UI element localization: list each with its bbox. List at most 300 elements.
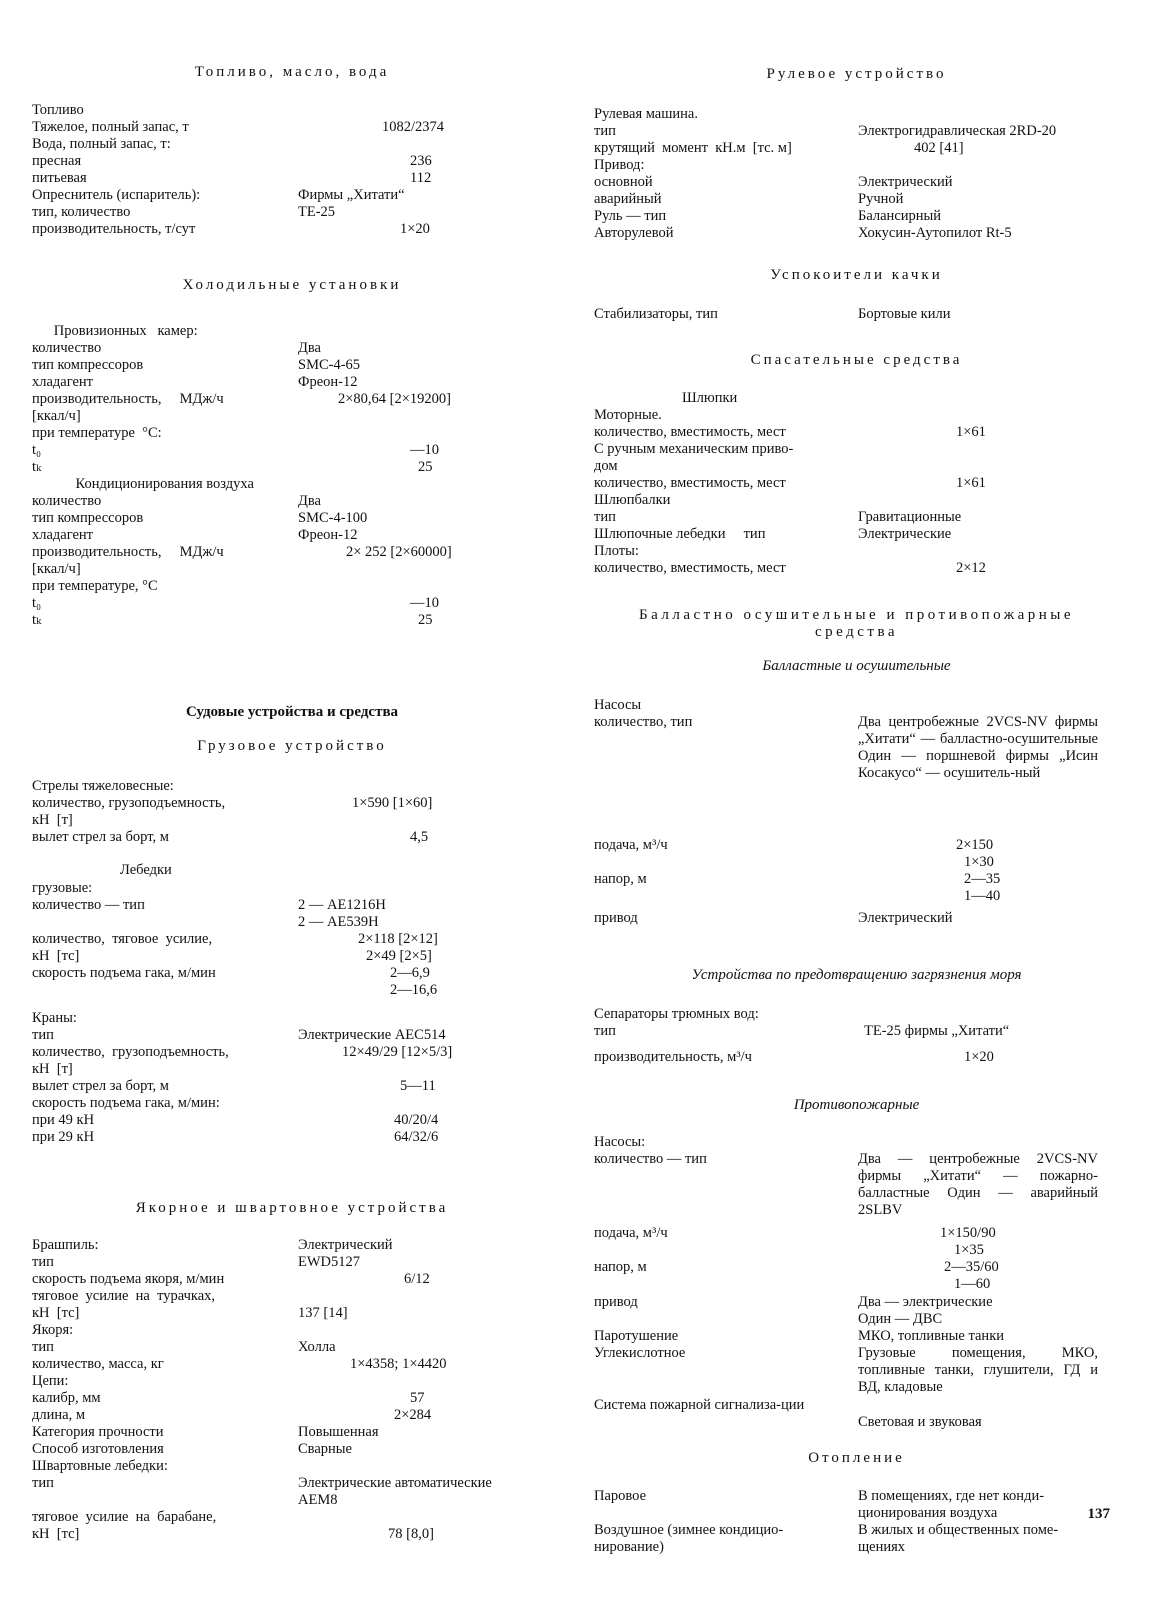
heating-air — [594, 1522, 1119, 1556]
table-row — [32, 612, 572, 629]
table-row — [32, 1424, 572, 1441]
table-row — [32, 1390, 572, 1407]
fuel-table — [32, 102, 572, 238]
row-label: Шлюпочные лебедки тип — [594, 526, 766, 542]
table-row — [32, 1509, 572, 1526]
row-label: Авторулевой — [594, 225, 674, 241]
table-row — [594, 123, 1119, 140]
pumps-label: Насосы — [594, 697, 642, 713]
row-label: хладагент — [32, 374, 94, 390]
section-title: Топливо, масло, вода — [194, 64, 390, 80]
fire-feed-value-2: 1×35 — [954, 1242, 984, 1258]
row-value: SMC-4-65 — [298, 357, 361, 373]
row-value: Бортовые кили — [858, 306, 951, 322]
fire-qty-value: Два — центробежные 2VCS-NV фирмы „Хитати“ — пожарно-балластные Один — аварийный 2SLBV — [858, 1151, 1098, 1218]
row-label: крутящий момент кН.м [тс. м] — [594, 140, 792, 156]
subsection-title: Балластные и осушительные — [762, 658, 951, 674]
subsection-title: Шлюпки — [682, 390, 738, 406]
row-label: [ккал/ч] — [32, 561, 81, 577]
table-row — [32, 170, 572, 187]
table-row — [32, 1095, 572, 1112]
row-label: количество — тип — [32, 897, 145, 913]
row-label: аварийный — [594, 191, 662, 207]
table-row — [32, 578, 572, 595]
row-label: t₀ — [32, 442, 42, 458]
table-row — [32, 1475, 572, 1492]
head-value-1: 2—35 — [964, 871, 1001, 887]
row-value: Хокусин-Аутопилот Rt-5 — [858, 225, 1012, 241]
section-title: Грузовое устройство — [197, 738, 387, 754]
table-row — [32, 425, 572, 442]
separators-perf — [594, 1049, 1119, 1066]
row-label: калибр, мм — [32, 1390, 101, 1406]
row-label: тип компрессоров — [32, 357, 144, 373]
fire-drive-label: привод — [594, 1294, 638, 1310]
table-row — [32, 102, 572, 119]
row-label: при 49 кН — [32, 1112, 95, 1128]
section-title: Рулевое устройство — [766, 66, 947, 82]
section-title: Успокоители качки — [770, 267, 943, 283]
winches-title — [32, 862, 572, 879]
heating-air-value: В жилых и общественных поме-щениях — [858, 1522, 1059, 1555]
row-label: Цепи: — [32, 1373, 69, 1389]
drive-label: привод — [594, 910, 638, 926]
row-label: Швартовные лебедки: — [32, 1458, 168, 1474]
table-row — [32, 948, 572, 965]
row-value: Балансирный — [858, 208, 942, 224]
row-label: С ручным механическим приво- — [594, 441, 794, 457]
sep-type-label: тип — [594, 1023, 616, 1039]
feed-value-1: 2×150 — [956, 837, 994, 853]
row-value: АЕМ8 — [298, 1492, 338, 1508]
subsection-pollution — [594, 967, 1119, 984]
section-heating — [594, 1450, 1119, 1467]
row-label: вылет стрел за борт, м — [32, 829, 169, 845]
table-row — [594, 208, 1119, 225]
heating-steam-label: Паровое — [594, 1488, 647, 1504]
row-label: tₖ — [32, 612, 42, 628]
fire-pumps-label: Насосы: — [594, 1134, 646, 1150]
row-value: 112 — [410, 170, 432, 186]
table-row — [32, 1237, 572, 1254]
fire-qty-label: количество — тип — [594, 1151, 707, 1167]
section-anchor — [32, 1200, 572, 1217]
fridge-table — [32, 323, 572, 629]
row-value: ТЕ-25 — [298, 204, 336, 220]
sep-type-value: ТЕ-25 фирмы „Хитати“ — [864, 1023, 1010, 1039]
table-row — [32, 1061, 572, 1078]
row-label: производительность, МДж/ч — [32, 391, 224, 407]
row-value: EWD5127 — [298, 1254, 361, 1270]
section-title: Холодильные установки — [182, 277, 402, 293]
row-label: количество, вместимость, мест — [594, 560, 786, 576]
table-row — [32, 982, 572, 999]
heating-steam-value: В помещениях, где нет конди-ционирования воздуха — [858, 1488, 1045, 1521]
row-label: тип — [594, 509, 616, 525]
row-label: тип компрессоров — [32, 510, 144, 526]
row-label: tₖ — [32, 459, 42, 475]
table-row — [594, 441, 1119, 458]
row-value: 2—16,6 — [390, 982, 438, 998]
row-label: кН [тс] — [32, 1305, 80, 1321]
cargo-table-b — [32, 880, 572, 999]
table-row — [32, 510, 572, 527]
table-row — [32, 493, 572, 510]
row-value: 6/12 — [404, 1271, 430, 1287]
section-title: Отопление — [808, 1450, 905, 1466]
row-value: —10 — [410, 595, 439, 611]
row-value: Фреон-12 — [298, 374, 358, 390]
table-row — [32, 391, 572, 408]
row-value: Повышенная — [298, 1424, 379, 1440]
table-row — [594, 475, 1119, 492]
row-label: тяговое усилие на турачках, — [32, 1288, 216, 1304]
table-row — [32, 897, 572, 914]
table-row — [32, 1078, 572, 1095]
row-label: грузовые: — [32, 880, 93, 896]
row-value: 2×49 [2×5] — [366, 948, 432, 964]
fire-head-label: напор, м — [594, 1259, 647, 1275]
row-label: кН [т] — [32, 812, 73, 828]
section-fuel — [32, 64, 572, 81]
table-row — [32, 812, 572, 829]
row-value: 137 [14] — [298, 1305, 348, 1321]
table-row — [32, 914, 572, 931]
fire-drive-value-2: Один — ДВС — [858, 1311, 943, 1327]
section-devices — [32, 704, 572, 721]
table-row — [32, 1027, 572, 1044]
fire-drive-value-1: Два — электрические — [858, 1294, 993, 1310]
row-label: пресная — [32, 153, 82, 169]
table-row — [32, 1322, 572, 1339]
section-ballast — [594, 607, 1119, 641]
row-label: кН [т] — [32, 1061, 73, 1077]
row-value: 12×49/29 [12×5/3] — [342, 1044, 453, 1060]
fire-head-value-1: 2—35/60 — [944, 1259, 999, 1275]
ballast-pumps — [594, 697, 1119, 781]
ballast-drive — [594, 910, 1119, 927]
fire-feed — [594, 1225, 1119, 1293]
row-value: 25 — [418, 459, 433, 475]
table-row — [594, 543, 1119, 560]
subsection-title: Устройства по предотвращению загрязнения моря — [691, 967, 1022, 983]
table-row — [32, 1407, 572, 1424]
table-row — [32, 595, 572, 612]
table-row — [32, 1288, 572, 1305]
row-value: 1082/2374 — [382, 119, 445, 135]
row-value: —10 — [410, 442, 439, 458]
fire-feed-value-1: 1×150/90 — [940, 1225, 996, 1241]
section-title: Якорное и швартовное устройства — [135, 1200, 449, 1216]
row-value: 4,5 — [410, 829, 429, 845]
row-label: при температуре °С: — [32, 425, 162, 441]
subsection-title: Лебедки — [120, 862, 172, 878]
section-fridge — [32, 277, 572, 294]
rescue-table — [594, 407, 1119, 577]
fire-head-value-2: 1—60 — [954, 1276, 991, 1292]
row-value: 1×61 — [956, 424, 986, 440]
cargo-table-c — [32, 1010, 572, 1146]
row-label: количество, вместимость, мест — [594, 475, 786, 491]
row-label: кН [тс] — [32, 948, 80, 964]
table-row — [594, 106, 1119, 123]
feed-value-2: 1×30 — [964, 854, 994, 870]
row-label: основной — [594, 174, 653, 190]
row-label: Руль — тип — [594, 208, 667, 224]
separators-label: Сепараторы трюмных вод: — [594, 1006, 759, 1022]
table-row — [594, 407, 1119, 424]
row-label: количество — [32, 340, 102, 356]
table-row — [32, 1492, 572, 1509]
row-value: 2×284 — [394, 1407, 432, 1423]
steering-table — [594, 106, 1119, 242]
row-value: 1×4358; 1×4420 — [350, 1356, 447, 1372]
table-row — [32, 1356, 572, 1373]
row-label: кН [тс] — [32, 1526, 80, 1542]
row-label: тип — [32, 1339, 54, 1355]
row-label: тип — [594, 123, 616, 139]
row-label: при 29 кН — [32, 1129, 95, 1145]
row-label: тип — [32, 1027, 54, 1043]
subsection-ballast — [594, 658, 1119, 675]
row-label: дом — [594, 458, 618, 474]
fire-drive — [594, 1294, 1119, 1395]
row-value: 57 — [410, 1390, 425, 1406]
table-row — [32, 1526, 572, 1543]
steam-ext-label: Паротушение — [594, 1328, 679, 1344]
qty-type-label: количество, тип — [594, 714, 693, 730]
table-row — [32, 561, 572, 578]
section-steering — [594, 66, 1119, 83]
table-row — [594, 560, 1119, 577]
table-row — [32, 931, 572, 948]
row-label: тип, количество — [32, 204, 131, 220]
fire-pumps — [594, 1134, 1119, 1218]
fire-alarm — [594, 1397, 1119, 1430]
section-stabil — [594, 267, 1119, 284]
table-row — [594, 174, 1119, 191]
row-label: Категория прочности — [32, 1424, 164, 1440]
row-label: количество, грузоподъемность, — [32, 795, 226, 811]
row-value: 64/32/6 — [394, 1129, 439, 1145]
row-label: скорость подъема гака, м/мин: — [32, 1095, 220, 1111]
row-value: 2× 252 [2×60000] — [346, 544, 452, 560]
row-label: при температуре, °С — [32, 578, 158, 594]
row-label: количество, масса, кг — [32, 1356, 164, 1372]
table-row — [594, 140, 1119, 157]
table-row — [32, 340, 572, 357]
table-row — [32, 880, 572, 897]
row-label: Рулевая машина. — [594, 106, 698, 122]
section-rescue — [594, 352, 1119, 369]
row-value: 402 [41] — [914, 140, 964, 156]
row-label: хладагент — [32, 527, 94, 543]
row-label: вылет стрел за борт, м — [32, 1078, 169, 1094]
table-row — [32, 1112, 572, 1129]
row-value: 2—6,9 — [390, 965, 430, 981]
subsection-title: Противопожарные — [793, 1097, 920, 1113]
table-row — [32, 1010, 572, 1027]
row-label: Якоря: — [32, 1322, 74, 1338]
boats-title — [594, 390, 1119, 407]
subsection-fire — [594, 1097, 1119, 1114]
row-label: Топливо — [32, 102, 84, 118]
table-row — [32, 1441, 572, 1458]
row-label: количество, вместимость, мест — [594, 424, 786, 440]
table-row — [594, 157, 1119, 174]
row-value: 2 — АЕ539Н — [298, 914, 379, 930]
row-value: Ручной — [858, 191, 904, 207]
row-label: Краны: — [32, 1010, 77, 1026]
section-title: Судовые устройства и средства — [185, 704, 399, 720]
separators — [594, 1006, 1119, 1040]
row-value: Фреон-12 — [298, 527, 358, 543]
section-cargo — [32, 738, 572, 755]
row-value: Электрогидравлическая 2RD-20 — [858, 123, 1057, 139]
row-value: 1×590 [1×60] — [352, 795, 433, 811]
table-row — [32, 119, 572, 136]
row-label: тип — [32, 1254, 54, 1270]
section-title: Спасательные средства — [750, 352, 963, 368]
row-value: Электрические АЕС514 — [298, 1027, 446, 1043]
row-value: 40/20/4 — [394, 1112, 439, 1128]
row-label: Стабилизаторы, тип — [594, 306, 718, 322]
table-row — [594, 526, 1119, 543]
row-value: 2 — АЕ1216Н — [298, 897, 386, 913]
row-value: Два — [298, 493, 321, 509]
table-row — [32, 795, 572, 812]
row-label: Вода, полный запас, т: — [32, 136, 171, 152]
row-label: t₀ — [32, 595, 42, 611]
table-row — [32, 323, 572, 340]
table-row — [594, 492, 1119, 509]
row-value: SMC-4-100 — [298, 510, 368, 526]
table-row — [32, 544, 572, 561]
row-label: Тяжелое, полный запас, т — [32, 119, 189, 135]
alarm-value: Световая и звуковая — [858, 1414, 982, 1430]
row-value: Гравитационные — [858, 509, 962, 525]
row-value: Электрический — [858, 174, 953, 190]
heating-air-label: Воздушное (зимнее кондицио-нирование) — [594, 1522, 784, 1555]
row-label: [ккал/ч] — [32, 408, 81, 424]
table-row — [594, 191, 1119, 208]
section-title: Балластно осушительные и противопожарные средства — [638, 607, 1075, 640]
cargo-table-a — [32, 778, 572, 846]
table-row — [594, 509, 1119, 526]
row-value: 5—11 — [400, 1078, 436, 1094]
row-label: количество — [32, 493, 102, 509]
table-row — [32, 1254, 572, 1271]
row-label: Привод: — [594, 157, 645, 173]
table-row — [32, 829, 572, 846]
table-row — [594, 424, 1119, 441]
table-row — [32, 221, 572, 238]
table-row — [32, 408, 572, 425]
table-row — [32, 204, 572, 221]
row-value: Сварные — [298, 1441, 352, 1457]
row-label: Провизионных камер: — [32, 323, 198, 339]
row-value: Электрические — [858, 526, 952, 542]
co2-value: Грузовые помещения, МКО, топливные танки, глушители, ГД и ВД, кладовые — [858, 1345, 1098, 1395]
steam-ext-value: МКО, топливные танки — [858, 1328, 1004, 1344]
row-label: Плоты: — [594, 543, 639, 559]
row-label: Стрелы тяжеловесные: — [32, 778, 174, 794]
table-row — [32, 476, 572, 493]
row-value: 2×12 — [956, 560, 986, 576]
head-value-2: 1—40 — [964, 888, 1001, 904]
row-value: Два — [298, 340, 321, 356]
drive-value: Электрический — [858, 910, 953, 926]
table-row — [32, 1129, 572, 1146]
table-row — [32, 136, 572, 153]
row-label: скорость подъема гака, м/мин — [32, 965, 216, 981]
row-label: Кондиционирования воздуха — [32, 476, 254, 492]
row-value: 25 — [418, 612, 433, 628]
row-label: количество, грузоподъемность, — [32, 1044, 229, 1060]
row-label: длина, м — [32, 1407, 85, 1423]
table-row — [32, 1458, 572, 1475]
row-label: Способ изготовления — [32, 1441, 164, 1457]
sep-perf-label: производительность, м³/ч — [594, 1049, 752, 1065]
row-label: Шлюпбалки — [594, 492, 671, 508]
table-row — [32, 442, 572, 459]
row-value: 1×61 — [956, 475, 986, 491]
table-row — [32, 1339, 572, 1356]
table-row — [32, 1373, 572, 1390]
table-row — [32, 965, 572, 982]
sep-perf-value: 1×20 — [964, 1049, 994, 1065]
table-row — [32, 459, 572, 476]
row-value: Электрические автоматические — [298, 1475, 492, 1491]
row-label: производительность, т/сут — [32, 221, 196, 237]
table-row — [594, 458, 1119, 475]
table-row — [32, 1044, 572, 1061]
table-row — [32, 153, 572, 170]
row-value: 236 — [410, 153, 432, 169]
row-value: 78 [8,0] — [388, 1526, 434, 1542]
table-row — [32, 357, 572, 374]
row-label: тяговое усилие на барабане, — [32, 1509, 217, 1525]
row-value: 1×20 — [400, 221, 430, 237]
row-label: Моторные. — [594, 407, 662, 423]
fire-feed-label: подача, м³/ч — [594, 1225, 668, 1241]
row-value: 2×80,64 [2×19200] — [338, 391, 452, 407]
stabil-table — [594, 306, 1119, 323]
row-label: производительность, МДж/ч — [32, 544, 224, 560]
row-label: скорость подъема якоря, м/мин — [32, 1271, 225, 1287]
alarm-label: Система пожарной сигнализа-ции — [594, 1397, 805, 1413]
table-row — [32, 527, 572, 544]
row-value: Фирмы „Хитати“ — [298, 187, 405, 203]
row-value: Холла — [298, 1339, 336, 1355]
co2-label: Углекислотное — [594, 1345, 686, 1361]
table-row — [32, 1271, 572, 1288]
row-value: Электрический — [298, 1237, 393, 1253]
row-value: 2×118 [2×12] — [358, 931, 438, 947]
table-row — [32, 187, 572, 204]
row-label: Опреснитель (испаритель): — [32, 187, 201, 203]
table-row — [594, 225, 1119, 242]
table-row — [32, 374, 572, 391]
head-label: напор, м — [594, 871, 647, 887]
qty-type-value: Два центробежные 2VCS-NV фирмы „Хитати“ — балластно-осушительные Один — поршневой фирмы „Исин Косакусо“ — осушитель-ный — [858, 714, 1098, 781]
table-row — [32, 778, 572, 795]
row-label: количество, тяговое усилие, — [32, 931, 213, 947]
table-row — [32, 1305, 572, 1322]
row-label: Брашпиль: — [32, 1237, 99, 1253]
page-number: 137 — [1087, 1506, 1110, 1522]
row-label: питьевая — [32, 170, 87, 186]
